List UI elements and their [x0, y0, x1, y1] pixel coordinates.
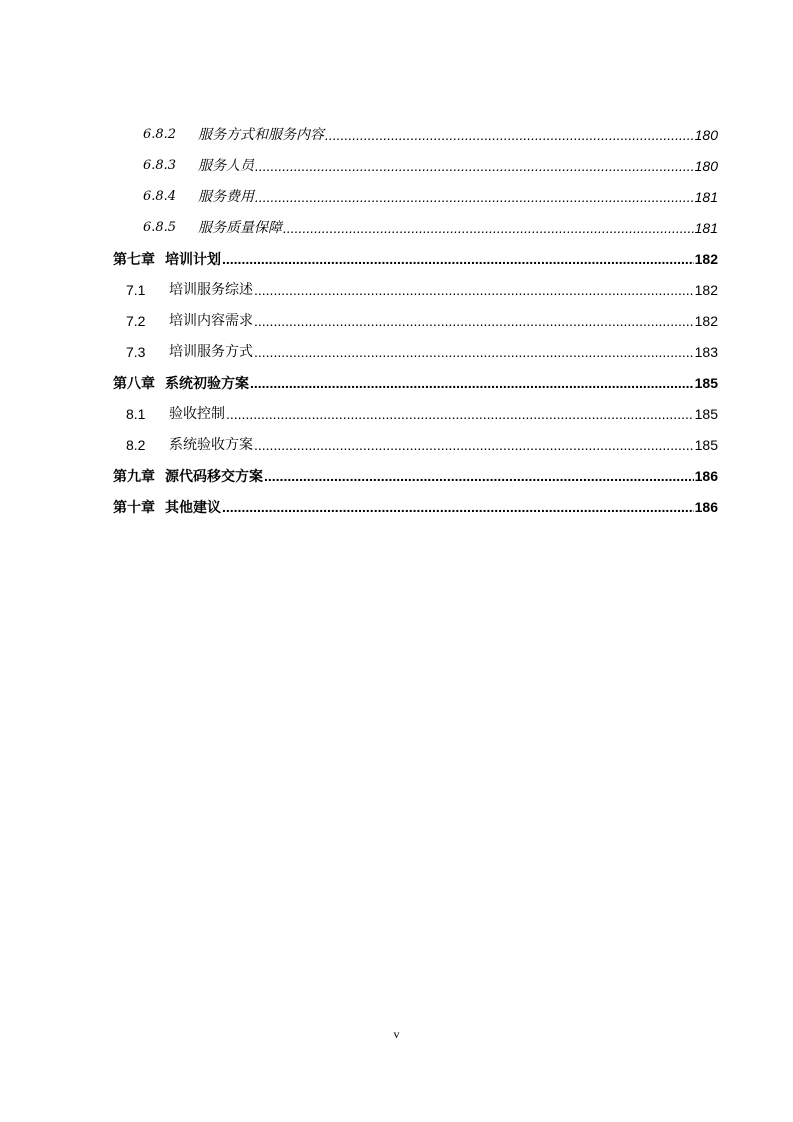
toc-dot-leader: [222, 497, 694, 517]
toc-entry-6-8-5[interactable]: [113, 207, 718, 238]
toc-entry-number: 6.8.4: [143, 189, 177, 204]
toc-entry-chapter-8[interactable]: [113, 362, 718, 393]
toc-chapter-number: 第十章: [113, 499, 155, 515]
toc-dot-leader: [254, 435, 694, 455]
toc-entry-number: 6.8.3: [143, 158, 177, 173]
toc-entry-chapter-7[interactable]: [113, 238, 718, 269]
toc-chapter-number: 第八章: [113, 375, 155, 391]
toc-entry-number: 7.3: [126, 344, 146, 360]
toc-dot-leader: [255, 156, 694, 176]
toc-dot-leader: [264, 466, 694, 486]
toc-dot-leader: [254, 280, 694, 300]
toc-dot-leader: [254, 342, 694, 362]
toc-entry-8-1[interactable]: [113, 393, 718, 424]
toc-entry-title: 服务方式和服务内容: [198, 127, 324, 143]
toc-entry-page: 180: [694, 158, 718, 174]
toc-entry-title: 验收控制: [169, 406, 225, 422]
toc-dot-leader: [250, 373, 694, 393]
toc-entry-page: 182: [694, 313, 718, 329]
toc-entry-title: 系统验收方案: [169, 437, 253, 453]
toc-entry-page: 181: [694, 189, 718, 205]
toc-entry-chapter-9[interactable]: [113, 455, 718, 486]
toc-entry-7-1[interactable]: [113, 269, 718, 300]
toc-entry-number: 6.8.2: [143, 127, 177, 142]
toc-entry-page: 186: [694, 468, 718, 484]
toc-entry-8-2[interactable]: [113, 424, 718, 455]
toc-entry-number: 8.1: [126, 406, 146, 422]
toc-dot-leader: [255, 187, 694, 207]
toc-entry-chapter-10[interactable]: [113, 486, 718, 517]
toc-chapter-number: 第七章: [113, 251, 155, 267]
toc-chapter-title: 源代码移交方案: [165, 468, 263, 484]
toc-entry-title: 培训内容需求: [169, 313, 253, 329]
toc-entry-7-2[interactable]: [113, 300, 718, 331]
toc-entry-6-8-4[interactable]: [113, 176, 718, 207]
toc-chapter-title: 培训计划: [165, 251, 221, 267]
toc-entry-title: 服务质量保障: [198, 220, 282, 236]
toc-entry-page: 185: [694, 375, 718, 391]
toc-dot-leader: [222, 249, 694, 269]
toc-dot-leader: [283, 218, 694, 238]
toc-entry-page: 185: [694, 437, 718, 453]
toc-entry-6-8-3[interactable]: [113, 145, 718, 176]
toc-dot-leader: [325, 125, 694, 145]
toc-dot-leader: [226, 404, 694, 424]
toc-entry-page: 186: [694, 499, 718, 515]
toc-entry-page: 183: [694, 344, 718, 360]
toc-entry-page: 185: [694, 406, 718, 422]
toc-entry-page: 181: [694, 220, 718, 236]
toc-entry-title: 培训服务综述: [169, 282, 253, 298]
table-of-contents: [113, 114, 718, 517]
toc-entry-number: 7.2: [126, 313, 146, 329]
toc-entry-page: 182: [694, 251, 718, 267]
toc-chapter-title: 其他建议: [165, 499, 221, 515]
toc-entry-title: 服务费用: [198, 189, 254, 205]
toc-dot-leader: [254, 311, 694, 331]
toc-chapter-title: 系统初验方案: [165, 375, 249, 391]
toc-entry-page: 182: [694, 282, 718, 298]
toc-entry-6-8-2[interactable]: [113, 114, 718, 145]
toc-entry-number: 6.8.5: [143, 220, 177, 235]
page-number-footer: v: [393, 1027, 400, 1041]
toc-entry-page: 180: [694, 127, 718, 143]
toc-chapter-number: 第九章: [113, 468, 155, 484]
toc-entry-7-3[interactable]: [113, 331, 718, 362]
toc-entry-number: 7.1: [126, 282, 146, 298]
toc-entry-title: 培训服务方式: [169, 344, 253, 360]
toc-entry-number: 8.2: [126, 437, 146, 453]
toc-entry-title: 服务人员: [198, 158, 254, 174]
